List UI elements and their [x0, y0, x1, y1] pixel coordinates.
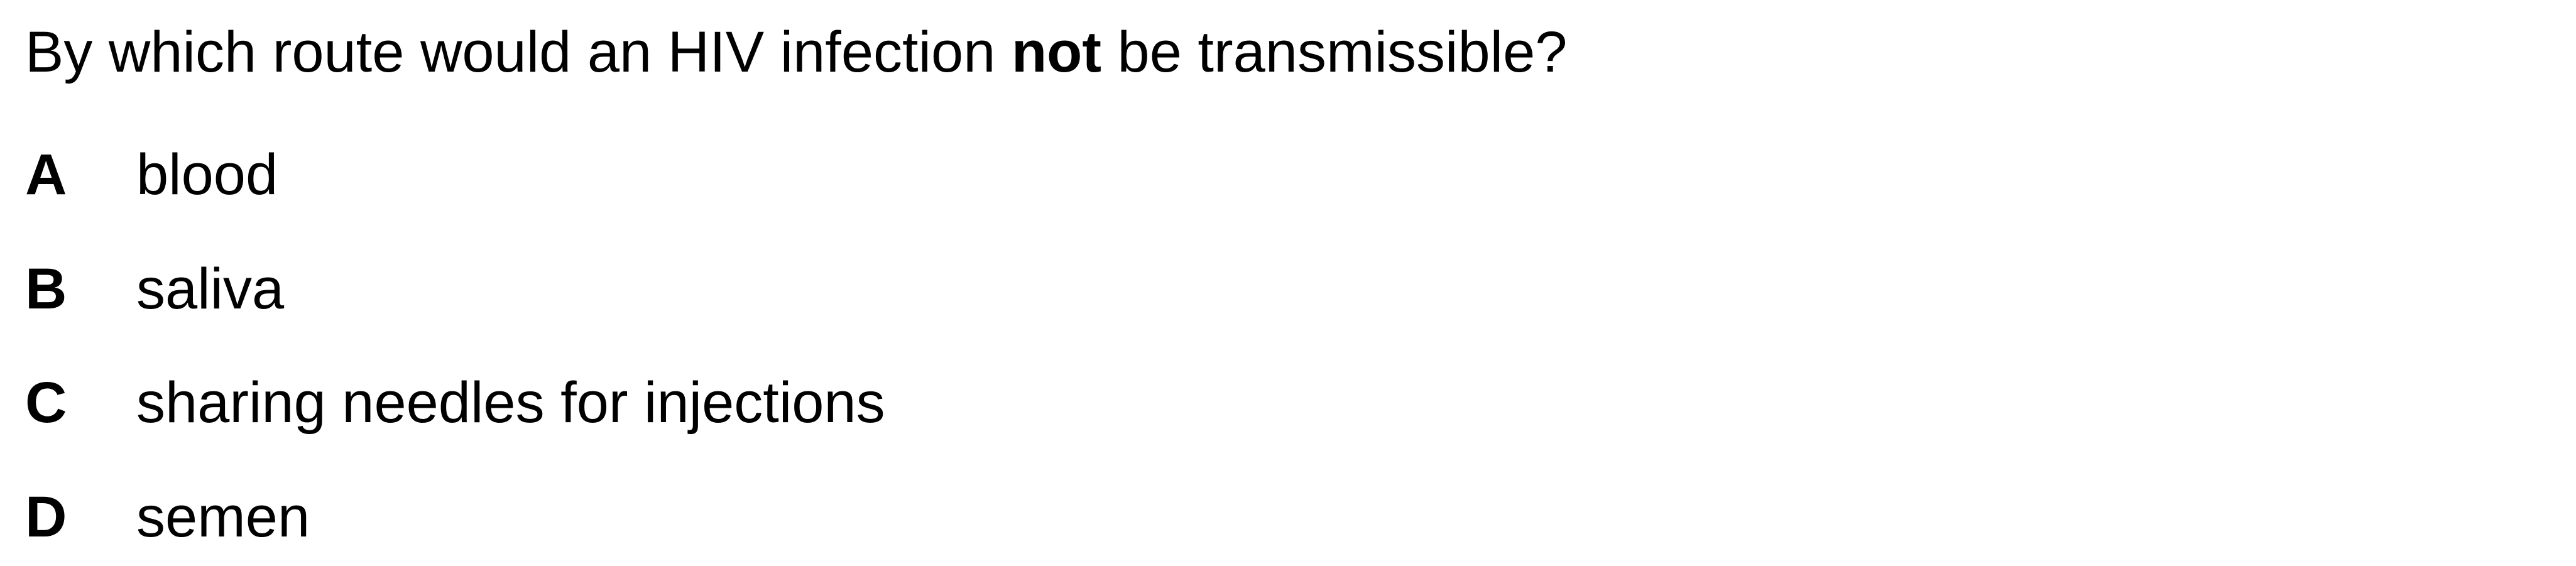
question-text-before: By which route would an HIV infection	[25, 20, 1012, 84]
option-letter-d: D	[25, 485, 67, 549]
option-letter-c: C	[25, 371, 67, 435]
option-text-b: saliva	[136, 257, 285, 321]
question-text	[25, 11, 1567, 93]
option-letter-b: B	[25, 257, 67, 321]
option-letter-a: A	[25, 143, 67, 207]
option-text-a: blood	[136, 143, 278, 207]
question-emphasis: not	[1011, 20, 1101, 84]
option-text-c: sharing needles for injections	[136, 371, 885, 435]
option-text-d: semen	[136, 485, 310, 549]
question-text-after: be transmissible?	[1101, 20, 1568, 84]
